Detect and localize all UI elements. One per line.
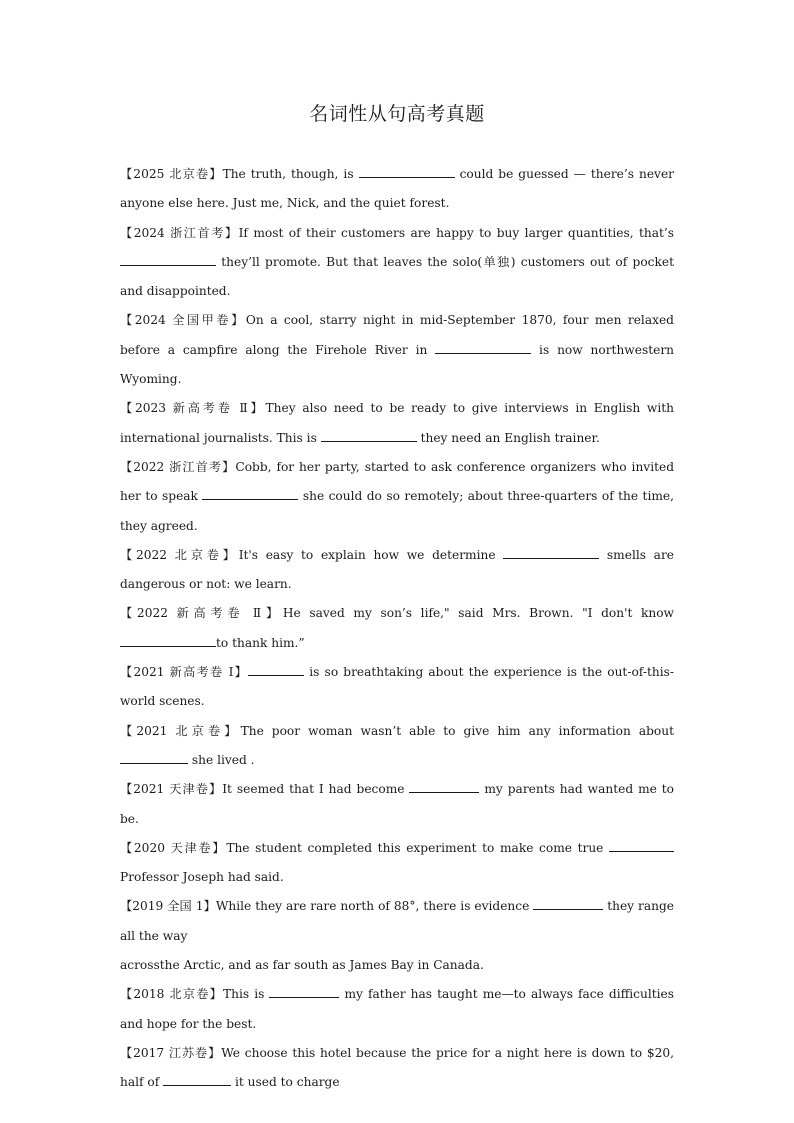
question-text-before: While they are rare north of 88°, there is evidence <box>215 899 534 914</box>
question-item <box>120 1039 674 1098</box>
question-text-before: It seemed that I had become <box>222 782 410 797</box>
question-text-after: my father has taught me—to always face difficulties and hope for the best. <box>120 987 675 1031</box>
question-text-before: The poor woman wasn’t able to give him any information about <box>240 723 674 738</box>
question-text-after: my parents had wanted me to be. <box>120 782 675 826</box>
question-source: 【2022 新高考卷 Ⅱ】 <box>120 606 283 621</box>
document-title: 名词性从句高考真题 <box>309 103 485 125</box>
answer-blank[interactable] <box>503 546 599 559</box>
question-source: 【2017 江苏卷】 <box>120 1045 222 1060</box>
question-text-before: On a cool, starry night in mid-September 1870, four men relaxed before a campfire along the Firehole River in <box>120 313 674 357</box>
answer-blank[interactable] <box>120 751 188 764</box>
answer-blank[interactable] <box>202 487 298 500</box>
question-item <box>120 717 674 776</box>
answer-blank[interactable] <box>269 985 339 998</box>
question-item <box>120 599 674 658</box>
question-text-before: This is <box>223 987 270 1002</box>
question-text-after: they’ll promote. But that leaves the solo(单独) customers out of pocket and disappointed. <box>120 254 674 299</box>
question-text-after: she could do so remotely; about three-quarters of the time, they agreed. <box>120 489 674 533</box>
answer-blank[interactable] <box>533 897 603 910</box>
question-source: 【2022 浙江首考】 <box>120 459 236 474</box>
question-item <box>120 658 674 717</box>
question-text-before: The student completed this experiment to make come true <box>226 840 610 855</box>
question-text-after: to thank him.” <box>216 635 305 650</box>
question-source: 【2019 全国 1】 <box>120 899 216 914</box>
question-text-continuation: acrossthe Arctic, and as far south as James Bay in Canada. <box>120 958 484 973</box>
question-text-before: He saved my son’s life," said Mrs. Brown. "I don't know <box>282 606 674 621</box>
answer-blank[interactable] <box>409 780 479 793</box>
answer-blank[interactable] <box>321 429 417 442</box>
question-source: 【2021 天津卷】 <box>120 782 223 797</box>
question-text-after: Professor Joseph had said. <box>120 870 284 885</box>
question-item <box>120 834 674 893</box>
question-text-before: The truth, though, is <box>222 167 359 181</box>
question-text-before: They also need to be ready to give interviews in English with international journalists. This is <box>120 401 674 445</box>
question-list <box>120 160 674 1098</box>
question-source: 【2018 北京卷】 <box>120 987 223 1002</box>
question-item <box>120 160 674 219</box>
question-text-after: is now northwestern Wyoming. <box>120 342 674 387</box>
answer-blank[interactable] <box>163 1073 231 1086</box>
question-source: 【2024 全国甲卷】 <box>120 313 246 328</box>
question-source: 【2025 北京卷】 <box>120 167 223 181</box>
answer-blank[interactable] <box>120 253 216 266</box>
question-item <box>120 219 674 307</box>
question-item <box>120 394 674 453</box>
question-text-after: smells are dangerous or not: we learn. <box>120 547 674 592</box>
question-item <box>120 980 674 1039</box>
question-text-after: she lived . <box>188 752 255 767</box>
question-item <box>120 306 674 394</box>
question-source: 【2021 北京卷】 <box>120 723 241 738</box>
answer-blank[interactable] <box>248 663 304 676</box>
question-text-after: they range all the way <box>120 899 674 943</box>
answer-blank[interactable] <box>435 341 531 354</box>
question-text-before: We choose this hotel because the price for a night here is down to $20, half of <box>120 1045 675 1090</box>
question-item <box>120 775 674 834</box>
question-text-before: Cobb, for her party, started to ask conference organizers who invited her to speak <box>120 459 674 504</box>
answer-blank[interactable] <box>120 634 216 647</box>
question-text-before: It's easy to explain how we determine <box>238 547 504 562</box>
answer-blank[interactable] <box>609 839 674 852</box>
question-text-after: it used to charge <box>231 1075 340 1090</box>
question-text-after: is so breathtaking about the experience is the out-of-this-world scenes. <box>120 665 674 709</box>
question-text-before: If most of their customers are happy to buy larger quantities, that’s <box>238 225 675 240</box>
question-source: 【2023 新高考卷 Ⅱ】 <box>120 401 266 416</box>
question-source: 【2021 新高考卷 I】 <box>120 665 249 680</box>
question-item <box>120 541 674 600</box>
question-source: 【2020 天津卷】 <box>120 840 227 855</box>
question-source: 【2022 北京卷】 <box>120 547 239 562</box>
question-item <box>120 453 674 541</box>
question-text-after: they need an English trainer. <box>416 430 600 445</box>
question-item <box>120 892 674 980</box>
question-text-after: could be guessed — there’s never anyone else here. Just me, Nick, and the quiet forest. <box>120 167 674 211</box>
question-source: 【2024 浙江首考】 <box>120 225 239 240</box>
answer-blank[interactable] <box>359 165 455 178</box>
